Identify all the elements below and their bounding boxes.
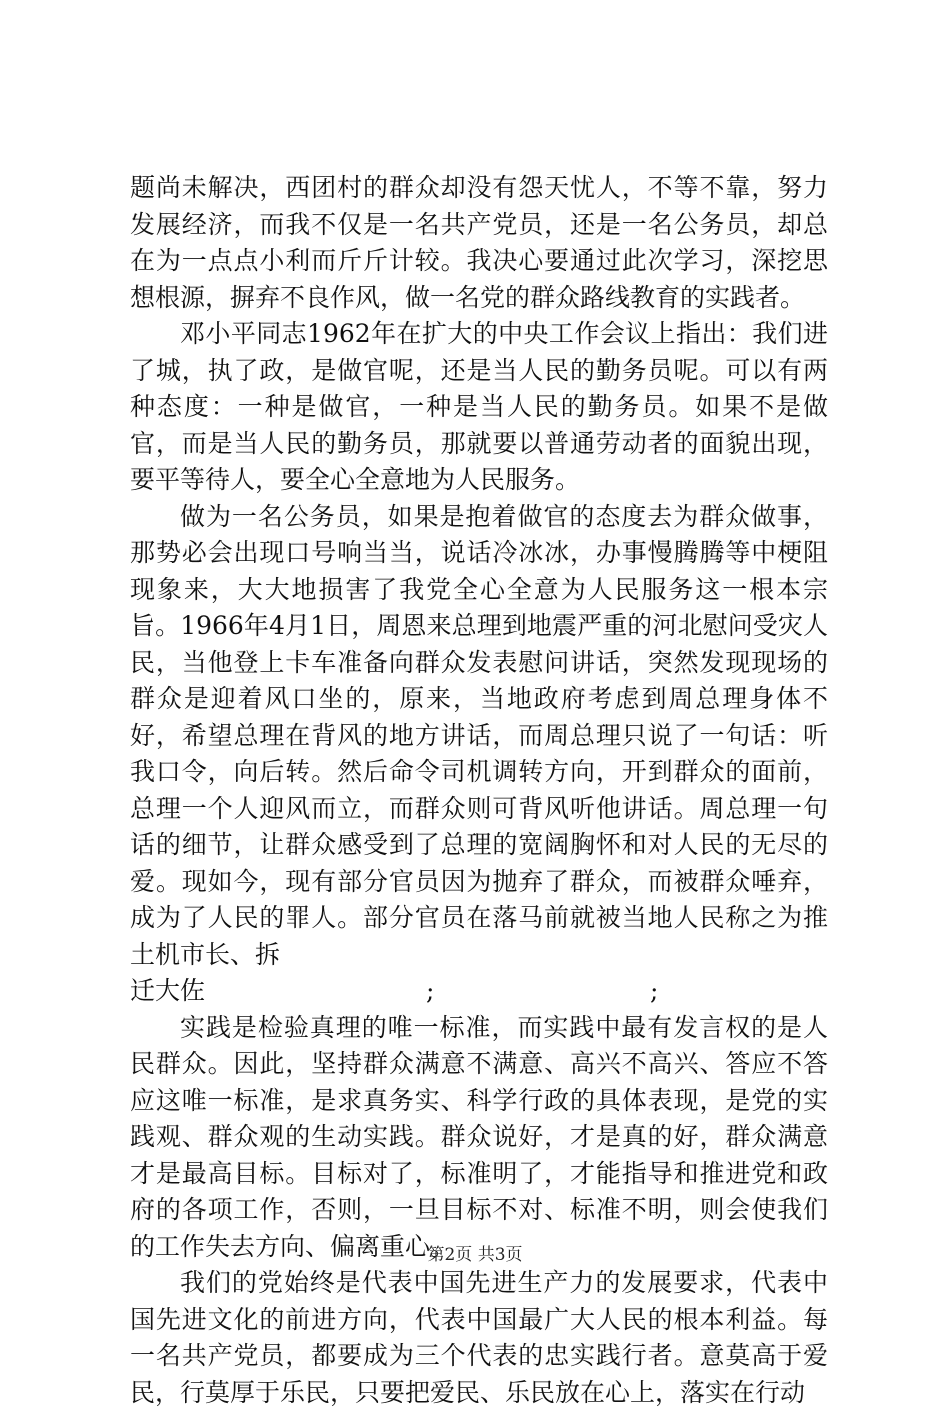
paragraph-3: 做为一名公务员，如果是抱着做官的态度去为群众做事，那势必会出现口号响当当，说话冷冰冰，办事慢腾腾等中梗阻现象来，大大地损害了我党全心全意为人民服务这一根本宗旨。1966年4月1日，周恩来总理到地震严重的河北慰问受灾人民，当他登上卡车准备向群众发表慰问讲话，突然发现现场的群众是迎着风口坐的，原来，当地政府考虑到周总理身体不好，希望总理在背风的地方讲话，而周总理只说了一句话：听我口令，向后转。然后命令司机调转方向，开到群众的面前，总理一个人迎风而立，而群众则可背风听他讲话。周总理一句话的细节，让群众感受到了总理的宽阔胸怀和对人民的无尽的爱。现如今，现有部分官员因为抛弃了群众，而被群众唾弃，成为了人民的罪人。部分官员在落马前就被当地人民称之为推土机市长、拆: [130, 501, 828, 969]
page-footer: 第2页 共3页: [427, 1245, 523, 1265]
semicolon-mark-2: ;: [650, 976, 659, 1005]
semicolon-mark-1: ;: [426, 976, 435, 1005]
tail-text: 迁大佐: [130, 976, 206, 1005]
paragraph-2: 邓小平同志1962年在扩大的中央工作会议上指出：我们进了城，执了政，是做官呢，还是当人民的勤务员呢。可以有两种态度：一种是做官，一种是当人民的勤务员。如果不是做官，而是当人民的勤务员，那就要以普通劳动者的面貌出现，要平等待人，要全心全意地为人民服务。: [130, 319, 828, 494]
document-body: [130, 170, 828, 1411]
paragraph-5: 我们的党始终是代表中国先进生产力的发展要求，代表中国先进文化的前进方向，代表中国最广大人民的根本利益。每一名共产党员，都要成为三个代表的忠实践行者。意莫高于爱民，行莫厚于乐民，只要把爱民、乐民放在心上，落实在行动: [130, 1268, 828, 1407]
paragraph-4: 实践是检验真理的唯一标准，而实践中最有发言权的是人民群众。因此，坚持群众满意不满意、高兴不高兴、答应不答应这唯一标准，是求真务实、科学行政的具体表现，是党的实践观、群众观的生动实践。群众说好，才是真的好，群众满意才是最高目标。目标对了，标准明了，才能指导和推进党和政府的各项工作，否则，一旦目标不对、标准不明，则会使我们的工作失去方向、偏离重心。: [130, 1012, 828, 1261]
paragraph-1: 题尚未解决，西团村的群众却没有怨天忧人，不等不靠，努力发展经济，而我不仅是一名共产党员，还是一名公务员，却总在为一点点小利而斤斤计较。我决心要通过此次学习，深挖思想根源，摒弃不良作风，做一名党的群众路线教育的实践者。: [130, 173, 828, 312]
paragraph-3-tail-line: [130, 973, 828, 1010]
